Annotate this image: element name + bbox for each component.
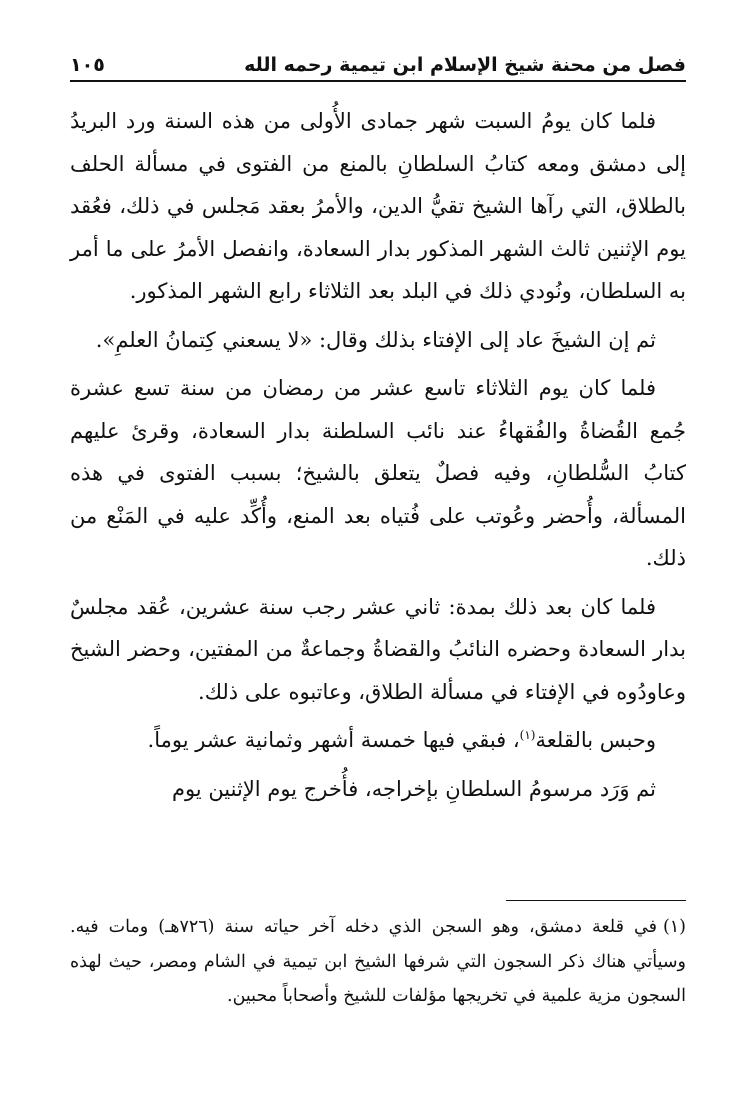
paragraph-2: ثم إن الشيخَ عاد إلى الإفتاء بذلك وقال: «لا يسعني كِتمانُ العلمِ». — [95, 327, 656, 352]
paragraph-5-start: وحبس بالقلعة — [535, 728, 656, 752]
footnote-text: في قلعة دمشق، وهو السجن الذي دخله آخر حياته سنة (٧٢٦هـ) ومات فيه. وسيأتي هناك ذكر السجون التي شرفها الشيخ ابن تيمية في الشام ومصر، حيث لهذه السجون مزية علمية في تخريجها مؤلفات للشيخ وأصحاباً محبين. — [70, 917, 686, 1006]
footnotes — [70, 910, 686, 1014]
paragraph-5-end: ، فبقي فيها خمسة أشهر وثمانية عشر يوماً. — [147, 728, 520, 752]
page-number: ١٠٥ — [70, 54, 105, 76]
footnote-reference[interactable]: (١) — [519, 728, 536, 742]
paragraph-6: ثم وَرَد مرسومُ السلطانِ بإخراجه، فأُخرج يوم الإثنين يوم — [171, 776, 656, 801]
paragraph-3: فلما كان يوم الثلاثاء تاسع عشر من رمضان من سنة تسع عشرة جُمع القُضاةُ والفُقهاءُ عند نائب السلطنة بدار السعادة، وقرئ عليهم كتابُ السُّلطانِ، وفيه فصلٌ يتعلق بالشيخ؛ بسبب الفتوى في هذه المسألة، وأُحضر وعُوتب على فُتياه بعد المنع، وأُكِّد عليه في المَنْع من ذلك. — [70, 376, 686, 570]
footnote-1 — [70, 910, 686, 1014]
paragraph-4: فلما كان بعد ذلك بمدة: ثاني عشر رجب سنة عشرين، عُقد مجلسٌ بدار السعادة وحضره النائبُ والقضاةُ وجماعةٌ من المفتين، وحضر الشيخ وعاودُوه في الإفتاء في مسألة الطلاق، وعاتبوه على ذلك. — [70, 594, 686, 704]
footnote-number: (١) — [662, 917, 686, 937]
main-text — [70, 100, 686, 816]
paragraph-5 — [70, 719, 686, 762]
header-title: فصل من محنة شيخ الإسلام ابن تيمية رحمه الله — [244, 54, 686, 76]
running-header — [70, 42, 686, 82]
footnote-separator — [506, 900, 686, 901]
paragraph-1: فلما كان يومُ السبت شهر جمادى الأُولى من هذه السنة ورد البريدُ إلى دمشق ومعه كتابُ السلطانِ بالمنع من الفتوى في مسألة الحلف بالطلاق، التي رآها الشيخ تقيُّ الدين، والأمرُ بعقد مَجلس في ذلك، فعُقد يوم الإثنين ثالث الشهر المذكور بدار السعادة، وانفصل الأمرُ على ما أمر به السلطان، ونُودي ذلك في البلد بعد الثلاثاء رابع الشهر المذكور. — [70, 109, 686, 303]
